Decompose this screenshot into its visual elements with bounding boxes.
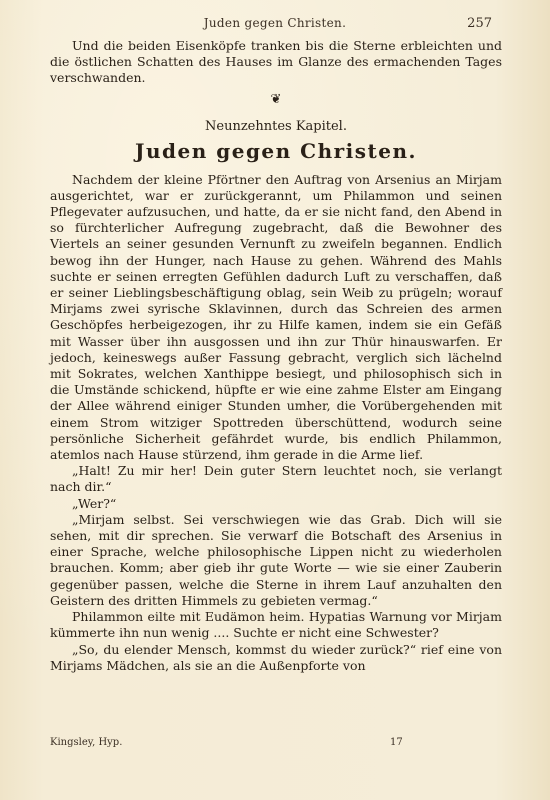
page-body (50, 38, 502, 674)
paragraph: „So, du elender Mensch, kommst du wieder zurück?“ rief eine von Mirjams Mädchen, als sie an die Außenpforte von (50, 641, 502, 673)
paragraph: Nachdem der kleine Pförtner den Auftrag von Arsenius an Mirjam ausgerichtet, war er zurückgerannt, um Philammon und seinen Pflegevater aufzusuchen, und hatte, da er sie nicht fand, den Abend in so fürchterlicher Aufregung zugebracht, daß die Bewohner des Viertels an seiner gesunden Vernunft zu zweifeln begannen. Endlich bewog ihn der Hunger, nach Hause zu gehen. Während des Mahls suchte er seinen erregten Gefühlen dadurch Luft zu verschaffen, daß er seiner Lieblingsbeschäftigung oblag, sein Weib zu prügeln; worauf Mirjams zwei syrische Sklavinnen, durch das Schreien des armen Geschöpfes herbeigezogen, ihr zu Hilfe kamen, indem sie ein Gefäß mit Wasser über ihn ausgossen und ihn zur Thür hinauswarfen. Er jedoch, keineswegs außer Fassung gebracht, verglich sich lächelnd mit Sokrates, welchen Xanthippe besiegt, und philosophisch sich in die Umstände schickend, hüpfte er wie eine zahme Elster am Eingang der Allee während einiger Stunden umher, die Vorübergehenden mit einem Strom witziger Spottreden überschüttend, wodurch seine persönliche Sicherheit gefährdet wurde, bis endlich Philammon, atemlos nach Hause stürzend, ihm gerade in die Arme lief. (50, 171, 502, 463)
fleuron-icon: ❦ (270, 91, 282, 107)
page-footer (50, 737, 502, 751)
running-head (58, 16, 492, 36)
chapter-number: Neunzehntes Kapitel. (205, 118, 347, 134)
opening-paragraph: Und die beiden Eisenköpfe tranken bis die Sterne erbleichten und die östlichen Schatten des Hauses im Glanze des ermachenden Tages verschwanden. (50, 38, 502, 86)
page-number: 257 (467, 16, 492, 31)
paragraph: Philammon eilte mit Eudämon heim. Hypatias Warnung vor Mirjam kümmerte ihn nun wenig .... Suchte er nicht eine Schwester? (50, 609, 502, 641)
paragraph: „Wer?“ (72, 495, 117, 511)
printer-signature: Kingsley, Hyp. (50, 737, 123, 748)
paragraph: „Mirjam selbst. Sei verschwiegen wie das Grab. Dich will sie sehen, mit dir sprechen. Sie verwarf die Botschaft des Arsenius in einer Sprache, welche philosophische Lippen nicht zu wiederholen brauchen. Komm; aber gieb ihr gute Worte — wie sie einer Zauberin gegenüber passen, welche die Sterne in ihrem Lauf anzuhalten den Geistern des dritten Himmels zu gebieten vermag.“ (50, 511, 502, 608)
sheet-number: 17 (390, 737, 403, 748)
running-title: Juden gegen Christen. (203, 16, 347, 30)
paragraph: „Halt! Zu mir her! Dein guter Stern leuchtet noch, sie verlangt nach dir.“ (50, 463, 502, 495)
chapter-title: Juden gegen Christen. (135, 138, 417, 163)
